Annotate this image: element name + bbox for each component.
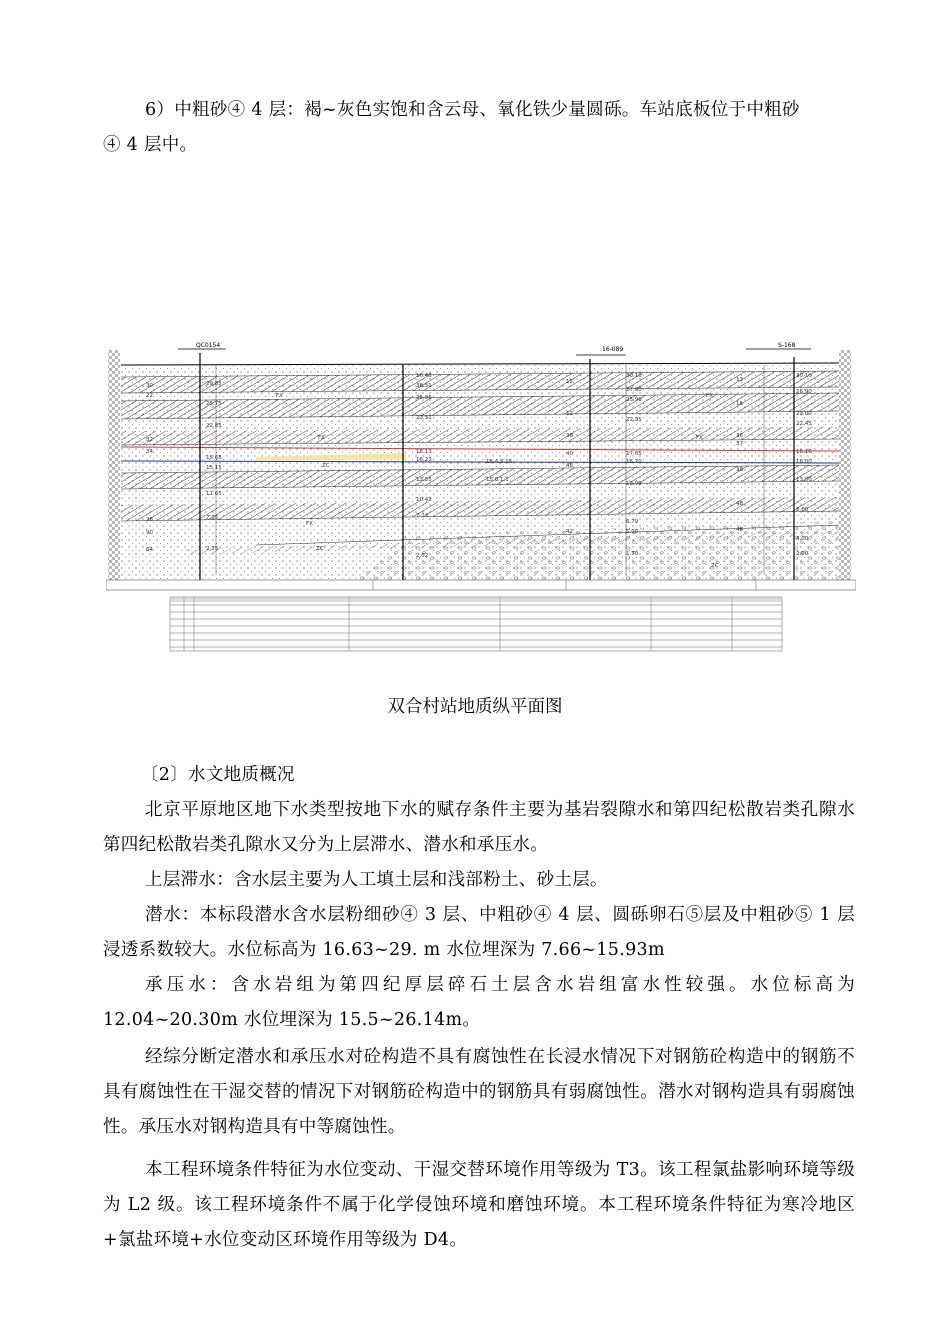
svg-text:FX: FX — [696, 435, 703, 441]
svg-text:38: 38 — [736, 467, 743, 473]
figure-caption: 双合村站地质纵平面图 — [387, 697, 563, 717]
svg-text:FX: FX — [306, 521, 313, 527]
svg-text:64: 64 — [146, 547, 153, 553]
svg-text:30: 30 — [146, 383, 153, 389]
svg-text:16.4.5.15: 16.4.5.15 — [486, 459, 513, 465]
svg-text:2.00: 2.00 — [796, 551, 809, 557]
svg-text:ZC: ZC — [711, 563, 719, 569]
svg-text:23.51: 23.51 — [416, 415, 432, 421]
svg-text:15.6.1.1: 15.6.1.1 — [486, 477, 509, 483]
svg-text:7.35: 7.35 — [206, 515, 219, 521]
svg-text:S-168: S-168 — [778, 342, 796, 349]
paragraph-corrosivity: 经综分断定潜水和承压水对砼构造不具有腐蚀性在长浸水情况下对钢筋砼构造中的钢筋不具有腐蚀性在干湿交替的情况下对钢筋砼构造中的钢筋具有弱腐蚀性。潜水对钢构造具有弱腐蚀性。承压水对钢构造具有中等腐蚀性。 — [103, 1047, 855, 1137]
svg-text:16.70: 16.70 — [626, 459, 642, 465]
svg-text:22: 22 — [146, 393, 153, 399]
svg-text:16.00: 16.00 — [796, 459, 812, 465]
paragraph-confined-water: 承压水：含水岩组为第四纪厚层碎石土层含水岩组富水性较强。水位标高为 12.04~20.30m 水位埋深为 15.5~26.14m。 — [103, 975, 855, 1030]
svg-text:QC0154: QC0154 — [196, 342, 221, 349]
svg-text:16-089: 16-089 — [602, 346, 624, 353]
svg-text:15.65: 15.65 — [206, 455, 222, 461]
svg-text:12.90: 12.90 — [626, 481, 642, 487]
svg-text:38.51: 38.51 — [416, 383, 432, 389]
svg-text:FX: FX — [706, 393, 713, 399]
svg-text:2.25: 2.25 — [206, 546, 219, 552]
svg-text:22.45: 22.45 — [796, 421, 812, 427]
svg-text:34: 34 — [146, 449, 153, 455]
svg-text:12: 12 — [566, 379, 573, 385]
svg-text:40: 40 — [566, 451, 573, 457]
svg-text:2.02: 2.02 — [416, 553, 429, 559]
svg-text:46: 46 — [566, 463, 573, 469]
svg-text:ZC: ZC — [322, 463, 330, 469]
paragraph-phreatic-water: 潜水：本标段潜水含水层粉细砂④ 3 层、中粗砂④ 4 层、圆砾卵石⑤层及中粗砂⑤ 1 层浸透系数较大。水位标高为 16.63~29. m 水位埋深为 7.66~15.93m — [103, 905, 855, 960]
svg-text:12: 12 — [566, 411, 573, 417]
svg-text:48: 48 — [736, 527, 743, 533]
svg-text:30.10: 30.10 — [796, 373, 812, 379]
svg-text:ZC: ZC — [316, 546, 324, 552]
svg-text:16.16: 16.16 — [796, 449, 812, 455]
svg-text:16.13: 16.13 — [416, 449, 432, 455]
svg-text:22.95: 22.95 — [626, 417, 642, 423]
paragraph-perched-water: 上层滞水：含水层主要为人工填土层和浅部粉土、砂土层。 — [145, 870, 608, 890]
section-heading: 〔2〕水文地质概况 — [141, 765, 295, 785]
paragraph-line-2: ④ 4 层中。 — [103, 135, 198, 155]
svg-text:32: 32 — [146, 437, 153, 443]
svg-text:FX: FX — [318, 435, 325, 441]
svg-text:13.55: 13.55 — [416, 477, 432, 483]
svg-text:15.15: 15.15 — [206, 465, 222, 471]
svg-text:16.43: 16.43 — [416, 373, 432, 379]
svg-text:28: 28 — [146, 517, 153, 523]
svg-text:26.90: 26.90 — [796, 389, 812, 395]
svg-text:1.70: 1.70 — [626, 551, 639, 557]
svg-text:10.42: 10.42 — [416, 497, 432, 503]
svg-text:13.50: 13.50 — [796, 477, 812, 483]
svg-text:16: 16 — [736, 401, 743, 407]
svg-text:38: 38 — [566, 433, 573, 439]
svg-text:30.10: 30.10 — [626, 373, 642, 379]
svg-text:25.90: 25.90 — [626, 397, 642, 403]
svg-text:29.85: 29.85 — [206, 381, 222, 387]
svg-text:48: 48 — [736, 501, 743, 507]
svg-text:25.06: 25.06 — [416, 395, 432, 401]
svg-text:22.85: 22.85 — [206, 423, 222, 429]
svg-text:25.75: 25.75 — [206, 401, 222, 407]
svg-text:16.23: 16.23 — [416, 457, 432, 463]
svg-text:4.00: 4.00 — [796, 536, 809, 542]
paragraph-environment: 本工程环境条件特征为水位变动、干湿交替环境作用等级为 T3。该工程氯盐影响环境等级为 L2 级。该工程环境条件不属于化学侵蚀环境和磨蚀环境。本工程环境条件特征为寒冷地区+氯盐环境+水位变动区环境作用等级为 D4。 — [103, 1160, 855, 1250]
paragraph-line-1: 6）中粗砂④ 4 层：褐~灰色实饱和含云母、氧化铁少量圆砾。车站底板位于中粗砂 — [145, 100, 800, 120]
svg-text:13: 13 — [736, 377, 743, 383]
svg-text:11.65: 11.65 — [206, 491, 222, 497]
geological-profile-figure — [106, 335, 856, 655]
svg-text:7.23: 7.23 — [416, 513, 429, 519]
svg-text:90: 90 — [146, 530, 153, 536]
paragraph-groundwater-types: 北京平原地区地下水类型按地下水的赋存条件主要为基岩裂隙水和第四纪松散岩类孔隙水第四纪松散岩类孔隙水又分为上层滞水、潜水和承压水。 — [103, 800, 855, 855]
svg-text:FX: FX — [276, 393, 283, 399]
svg-text:37: 37 — [736, 441, 743, 447]
paragraph-layer-description — [103, 93, 855, 163]
svg-text:5.00: 5.00 — [626, 529, 639, 535]
svg-text:6.70: 6.70 — [626, 519, 639, 525]
svg-text:17.05: 17.05 — [626, 451, 642, 457]
svg-text:23.00: 23.00 — [796, 411, 812, 417]
svg-text:27.60: 27.60 — [626, 387, 642, 393]
svg-text:42: 42 — [566, 529, 573, 535]
svg-text:36: 36 — [736, 433, 743, 439]
svg-text:8.60: 8.60 — [796, 507, 809, 513]
